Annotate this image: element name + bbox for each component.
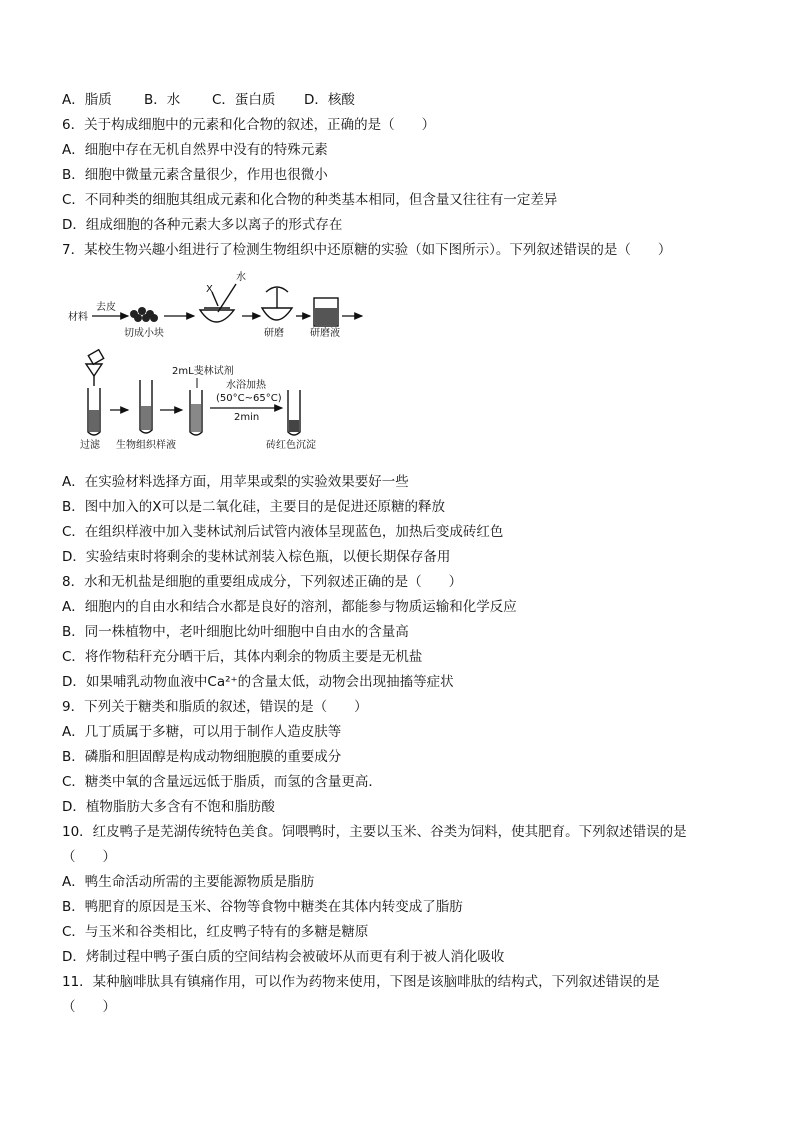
label-peel: 去皮 — [96, 302, 116, 313]
label-bath: 水浴加热 — [226, 380, 266, 391]
question-9-option-a: A．几丁质属于多糖，可以用于制作人造皮肤等 — [62, 724, 342, 740]
experiment-diagram — [66, 270, 406, 460]
test-tube-precipitate-icon — [288, 390, 300, 435]
question-10-option-a: A．鸭生命活动所需的主要能源物质是脂肪 — [62, 874, 315, 890]
question-6-option-d: D．组成细胞的各种元素大多以离子的形式存在 — [62, 217, 343, 233]
question-10-stem-blank: （ ） — [62, 849, 116, 865]
label-sample: 生物组织样液 — [116, 440, 176, 451]
question-8-option-b: B．同一株植物中，老叶细胞比幼叶细胞中自由水的含量高 — [62, 624, 409, 640]
question-9-option-c: C．糖类中氧的含量远远低于脂质，而氢的含量更高． — [62, 774, 382, 790]
option-c: C．蛋白质 — [212, 92, 276, 108]
question-6-option-a: A．细胞中存在无机自然界中没有的特殊元素 — [62, 142, 328, 158]
q5-options — [62, 90, 355, 110]
label-water: 水 — [236, 272, 246, 283]
label-cut: 切成小块 — [124, 328, 164, 339]
label-temp: (50°C~65°C) — [216, 393, 282, 404]
label-precipitate: 砖红色沉淀 — [266, 440, 316, 451]
test-tube-sample-icon — [140, 380, 152, 433]
question-7-option-c: C．在组织样液中加入斐林试剂后试管内液体呈现蓝色，加热后变成砖红色 — [62, 524, 504, 540]
label-reagent: 2mL斐林试剂 — [172, 366, 234, 377]
question-11-stem-blank: （ ） — [62, 999, 116, 1015]
question-7-option-a: A．在实验材料选择方面，用苹果或梨的实验效果要好一些 — [62, 474, 409, 490]
question-10-option-d: D．烤制过程中鸭子蛋白质的空间结构会被破坏从而更有利于被人消化吸收 — [62, 949, 505, 965]
question-11-stem: 11．某种脑啡肽具有镇痛作用，可以作为药物来使用，下图是该脑啡肽的结构式，下列叙述错误的是 — [62, 974, 660, 990]
label-x: X — [206, 284, 213, 295]
grinding-icon — [262, 287, 292, 320]
label-material: 材料 — [68, 312, 88, 323]
label-time: 2min — [234, 412, 260, 423]
question-10-option-b: B．鸭肥育的原因是玉米、谷物等食物中糖类在其体内转变成了脂肪 — [62, 899, 463, 915]
question-10-stem: 10．红皮鸭子是芜湖传统特色美食。饲喂鸭时，主要以玉米、谷类为饲料，使其肥育。下列叙述错误的是 — [62, 824, 687, 840]
cut-pieces-icon — [130, 307, 158, 322]
test-tube-reagent-icon — [190, 390, 202, 435]
experiment-figure — [66, 270, 406, 460]
question-9-option-d: D．植物脂肪大多含有不饱和脂肪酸 — [62, 799, 275, 815]
question-8-option-d: D．如果哺乳动物血液中Ca²⁺的含量太低，动物会出现抽搐等症状 — [62, 674, 454, 690]
label-filter: 过滤 — [80, 440, 100, 451]
question-6-option-c: C．不同种类的细胞其组成元素和化合物的种类基本相同，但含量又往往有一定差异 — [62, 192, 558, 208]
question-7-option-b: B．图中加入的X可以是二氧化硅，主要目的是促进还原糖的释放 — [62, 499, 446, 515]
question-10-option-c: C．与玉米和谷类相比，红皮鸭子特有的多糖是糖原 — [62, 924, 369, 940]
question-7-option-d: D．实验结束时将剩余的斐林试剂装入棕色瓶，以便长期保存备用 — [62, 549, 451, 565]
question-6-stem: 6．关于构成细胞中的元素和化合物的叙述，正确的是（ ） — [62, 117, 436, 133]
question-9-option-b: B．磷脂和胆固醇是构成动物细胞膜的重要成分 — [62, 749, 342, 765]
label-grind: 研磨 — [264, 328, 284, 339]
option-d: D．核酸 — [304, 92, 355, 108]
question-8-option-c: C．将作物秸秆充分晒干后，其体内剩余的物质主要是无机盐 — [62, 649, 423, 665]
option-b: B．水 — [144, 92, 181, 108]
question-7-stem: 7．某校生物兴趣小组进行了检测生物组织中还原糖的实验（如下图所示）。下列叙述错误的是（ ） — [62, 242, 672, 258]
filtrate — [89, 410, 99, 432]
label-slurry: 研磨液 — [310, 328, 340, 339]
option-a: A．脂质 — [62, 92, 112, 108]
question-8-stem: 8．水和无机盐是细胞的重要组成成分，下列叙述正确的是（ ） — [62, 574, 463, 590]
beaker-icon — [314, 298, 338, 326]
question-8-option-a: A．细胞内的自由水和结合水都是良好的溶剂，都能参与物质运输和化学反应 — [62, 599, 517, 615]
question-9-stem: 9．下列关于糖类和脂质的叙述，错误的是（ ） — [62, 699, 368, 715]
question-6-option-b: B．细胞中微量元素含量很少，作用也很微小 — [62, 167, 328, 183]
